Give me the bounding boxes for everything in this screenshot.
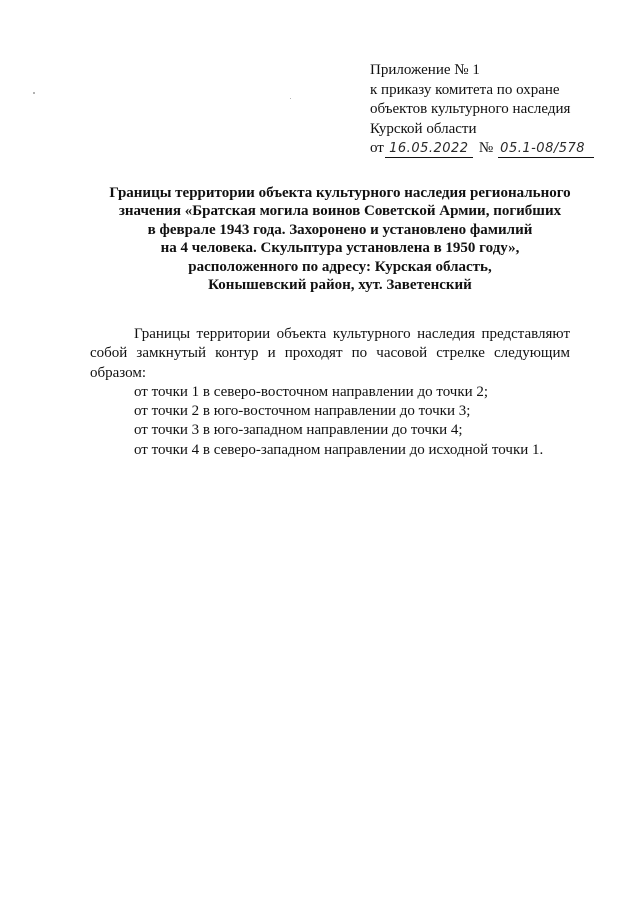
title-line: на 4 человека. Скульптура установлена в 1950 году», xyxy=(160,240,520,257)
appendix-header xyxy=(370,61,625,159)
boundary-point-item: от точки 2 в юго-восточном направлении до точки 3; xyxy=(134,403,471,420)
title-line: значения «Братская могила воинов Советской Армии, погибших xyxy=(118,203,562,220)
intro-paragraph: Границы территории объекта культурного наследия представляют собой замкнутый контур и проходят по часовой стрелке следующим образом: xyxy=(90,326,570,381)
appendix-order-line: к приказу комитета по охране xyxy=(370,81,560,98)
appendix-committee-line: объектов культурного наследия xyxy=(370,101,571,117)
date-prefix: от xyxy=(370,140,384,156)
boundary-point-item: от точки 3 в юго-западном направлении до точки 4; xyxy=(134,422,463,439)
appendix-title: Приложение № 1 xyxy=(370,62,480,78)
handwritten-date: 16.05.2022 xyxy=(385,141,473,158)
document-body xyxy=(90,325,570,460)
boundary-point-item: от точки 4 в северо-западном направлении до исходной точки 1. xyxy=(134,441,544,458)
scan-speck xyxy=(290,98,291,99)
appendix-date-number-line xyxy=(370,139,625,159)
document-title xyxy=(80,184,600,294)
scan-speck xyxy=(33,92,35,94)
title-line: Конышевский район, хут. Заветенский xyxy=(208,277,472,294)
title-line: расположенного по адресу: Курская область, xyxy=(188,258,492,275)
handwritten-order-number: 05.1-08/578 xyxy=(498,141,594,158)
boundary-point-item: от точки 1 в северо-восточном направлении до точки 2; xyxy=(134,383,489,400)
appendix-region-line: Курской области xyxy=(370,120,477,137)
title-line: Границы территории объекта культурного наследия регионального xyxy=(109,185,571,201)
title-line: в феврале 1943 года. Захоронено и установлено фамилий xyxy=(147,221,533,238)
number-sign: № xyxy=(478,140,494,156)
